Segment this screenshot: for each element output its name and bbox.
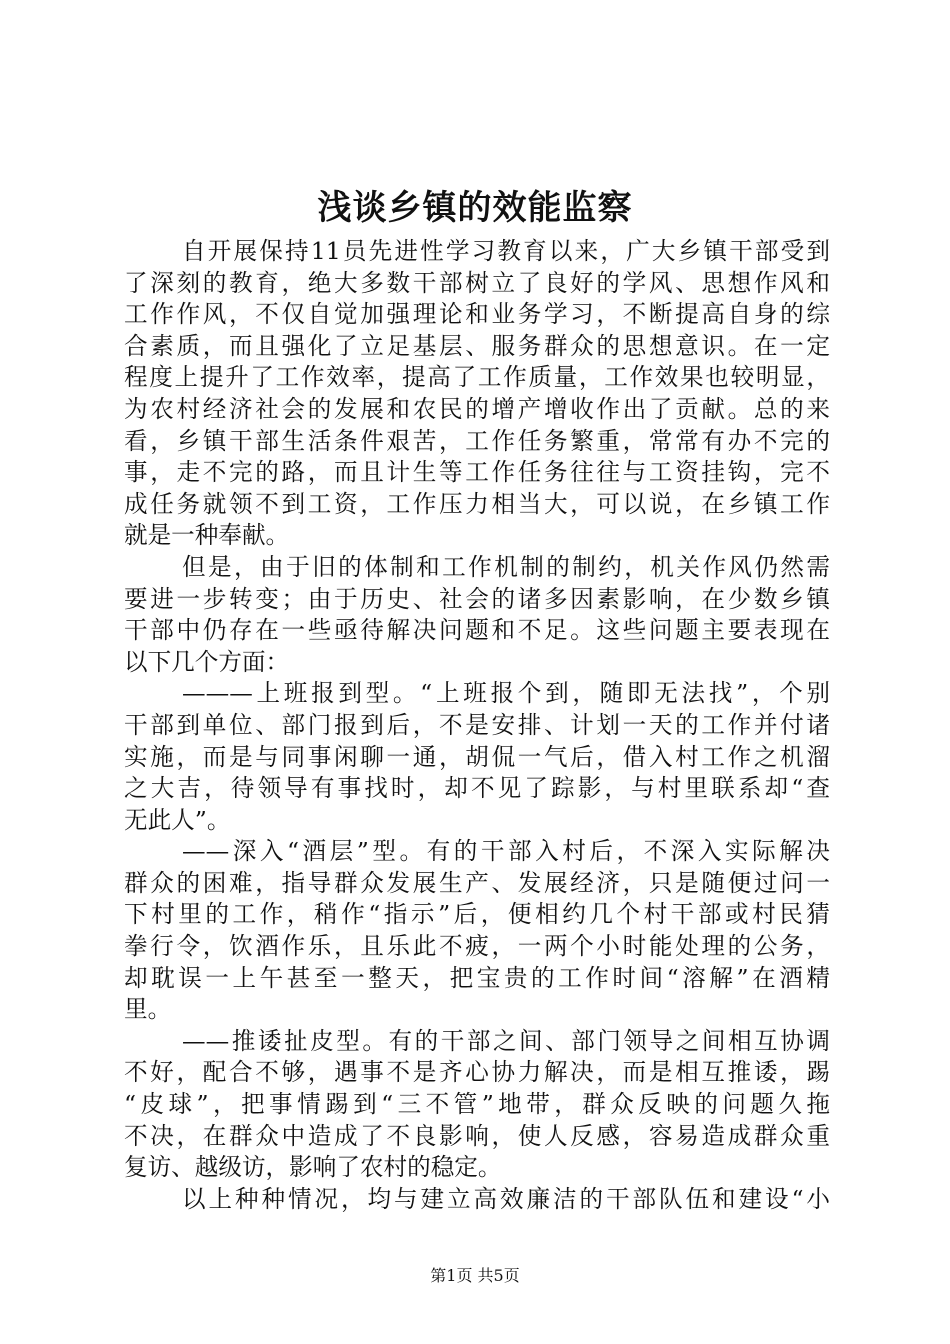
paragraph-line: “皮球”，把事情踢到“三不管”地带，群众反映的问题久拖 (124, 1090, 830, 1119)
paragraph-line: 要进一步转变；由于历史、社会的诸多因素影响，在少数乡镇 (124, 584, 830, 613)
paragraph-line: 就是一种奉献。 (124, 521, 290, 550)
paragraph-line: 成任务就领不到工资，工作压力相当大，可以说，在乡镇工作 (124, 489, 830, 518)
paragraph (124, 1026, 830, 1184)
paragraph-line: ——深入“酒层”型。有的干部入村后，不深入实际解决 (182, 837, 830, 866)
paragraph-line: 复访、越级访，影响了农村的稳定。 (124, 1153, 502, 1182)
paragraph-line: 无此人”。 (124, 805, 231, 834)
paragraph-line: ——推诿扯皮型。有的干部之间、部门领导之间相互协调 (182, 1026, 830, 1055)
paragraph-line: 不好，配合不够，遇事不是齐心协力解决，而是相互推诿，踢 (124, 1058, 830, 1087)
paragraph-line: 自开展保持11员先进性学习教育以来，广大乡镇干部受到 (182, 237, 830, 265)
paragraph-line: 看，乡镇干部生活条件艰苦，工作任务繁重，常常有办不完的 (124, 426, 830, 455)
paragraph-line: 却耽误一上午甚至一整天，把宝贵的工作时间“溶解”在酒精 (124, 963, 830, 992)
paragraph (124, 552, 830, 678)
document-title: 浅谈乡镇的效能监察 (317, 188, 633, 228)
paragraph (124, 236, 830, 552)
page-number: 第1页 共5页 (430, 1266, 520, 1285)
paragraph-line: 事，走不完的路，而且计生等工作任务往往与工资挂钩，完不 (124, 458, 830, 487)
paragraph (124, 836, 830, 1026)
paragraph-line: 以上种种情况，均与建立高效廉洁的干部队伍和建设“小 (182, 1184, 830, 1213)
paragraph (124, 678, 830, 836)
paragraph-line: 以下几个方面： (124, 647, 290, 676)
paragraph-line: 为农村经济社会的发展和农民的增产增收作出了贡献。总的来 (124, 394, 830, 423)
paragraph-line: 群众的困难，指导群众发展生产、发展经济，只是随便过问一 (124, 868, 830, 897)
paragraph-line: 下村里的工作，稍作“指示”后，便相约几个村干部或村民猜 (124, 900, 830, 929)
paragraph-line: 之大吉，待领导有事找时，却不见了踪影，与村里联系却“查 (124, 774, 830, 803)
paragraph-line: 干部到单位、部门报到后，不是安排、计划一天的工作并付诸 (124, 710, 830, 739)
paragraph-line: 合素质，而且强化了立足基层、服务群众的思想意识。在一定 (124, 331, 830, 360)
document-body (124, 236, 830, 1215)
paragraph-line: 实施，而是与同事闲聊一通，胡侃一气后，借入村工作之机溜 (124, 742, 830, 771)
paragraph-line: 了深刻的教育，绝大多数干部树立了良好的学风、思想作风和 (124, 268, 830, 297)
paragraph (124, 1184, 830, 1216)
paragraph-line: 工作作风，不仅自觉加强理论和业务学习，不断提高自身的综 (124, 300, 830, 329)
paragraph-line: ———上班报到型。“上班报个到，随即无法找”，个别 (182, 679, 830, 708)
paragraph-line: 干部中仍存在一些亟待解决问题和不足。这些问题主要表现在 (124, 616, 830, 645)
paragraph-line: 程度上提升了工作效率，提高了工作质量，工作效果也较明显， (124, 363, 830, 392)
paragraph-line: 不决，在群众中造成了不良影响，使人反感，容易造成群众重 (124, 1121, 830, 1150)
paragraph-line: 里。 (124, 995, 172, 1024)
paragraph-line: 拳行令，饮酒作乐，且乐此不疲，一两个小时能处理的公务， (124, 932, 830, 961)
paragraph-line: 但是，由于旧的体制和工作机制的制约，机关作风仍然需 (182, 552, 830, 581)
